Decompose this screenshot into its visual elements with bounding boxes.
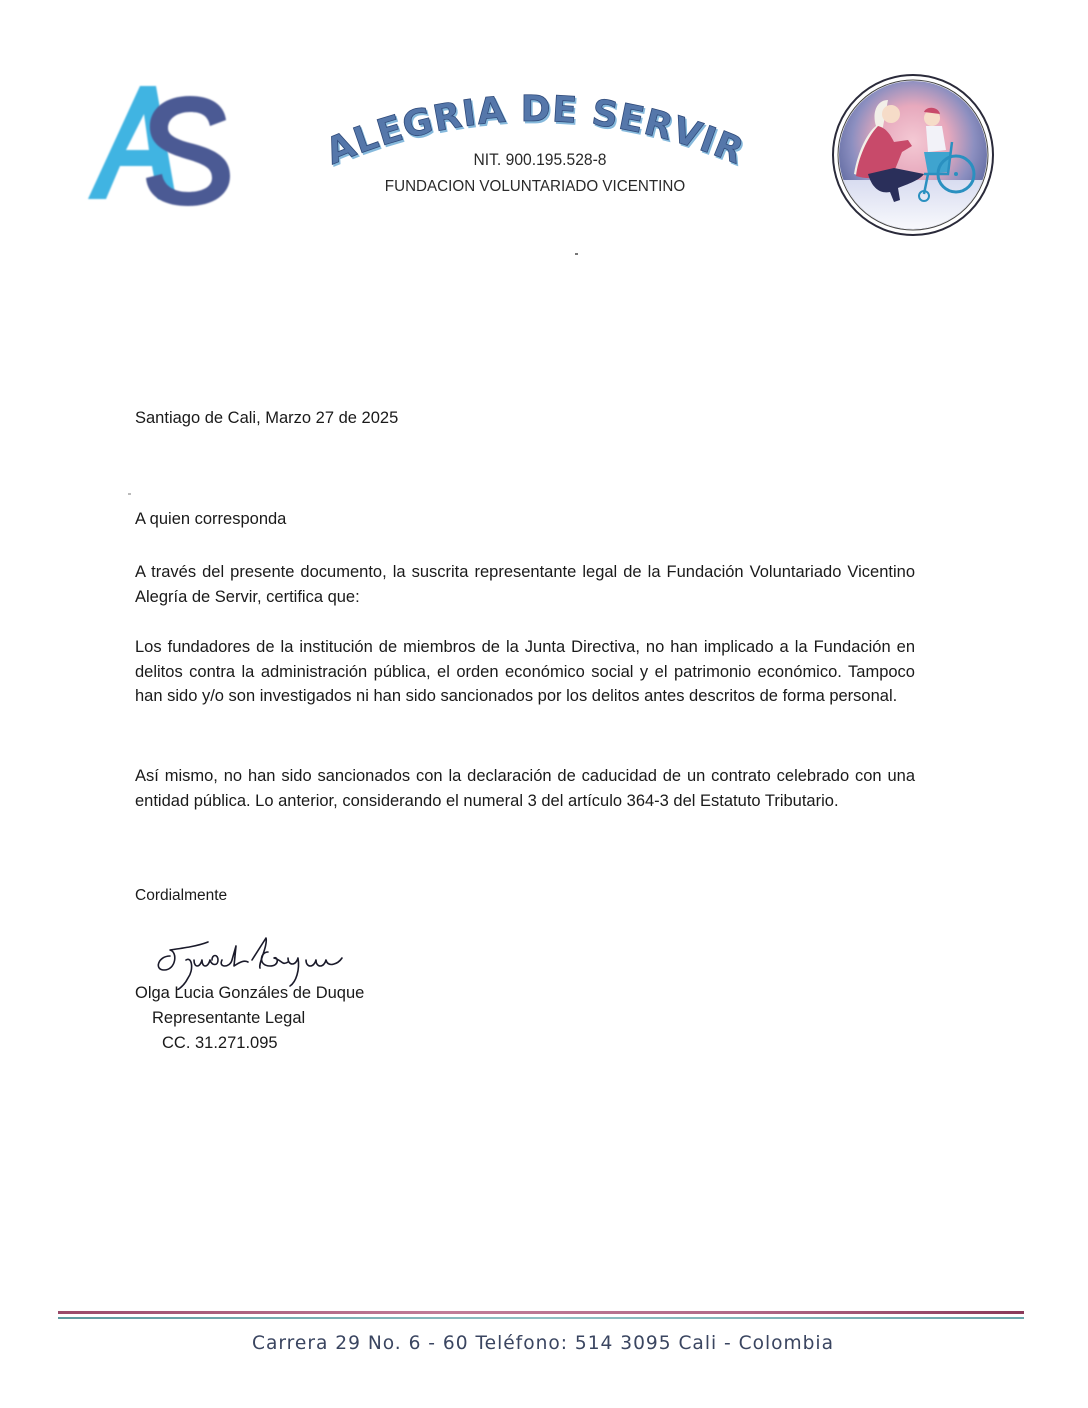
closing: Cordialmente [135,887,228,904]
signer-name: Olga Lucia Gonzáles de Duque [135,984,365,1002]
date-line: Santiago de Cali, Marzo 27 de 2025 [135,409,399,427]
paragraph-certification: Los fundadores de la institución de miembros de la Junta Directiva, no han implicado a la Fundación en delitos contra la administración pública, el orden económico social y el patrimonio económico. Tampoco han sido y/o son investigados ni han sido sancionados por los delitos antes descritos de forma personal. [135,638,915,705]
foundation-name: FUNDACION VOLUNTARIADO VICENTINO [384,178,686,195]
salutation: A quien corresponda [135,510,287,528]
footer-address: Carrera 29 No. 6 - 60 Teléfono: 514 3095 Cali - Colombia [252,1332,834,1354]
footer-rule-top [58,1311,1024,1314]
scan-speck [128,493,131,495]
signer-role: Representante Legal [152,1009,306,1027]
paragraph-intro: A través del presente documento, la suscrita representante legal de la Fundación Voluntariado Vicentino Alegría de Servir, certifica que: [135,563,915,606]
paragraph-contract: Así mismo, no han sido sancionados con la declaración de caducidad de un contrato celebrado con una entidad pública. Lo anterior, considerando el numeral 3 del artículo 364-3 del Estatuto Tributario. [135,767,915,810]
caregiver-wheelchair-emblem-icon [828,70,998,240]
nit-number: NIT. 900.195.528-8 [473,150,607,169]
brand-name: ALEGRIA DE SERVIR [320,88,750,173]
scan-speck [575,253,578,255]
signer-id: CC. 31.271.095 [162,1034,278,1052]
footer-rule-bottom [58,1317,1024,1319]
as-logo [78,74,243,209]
